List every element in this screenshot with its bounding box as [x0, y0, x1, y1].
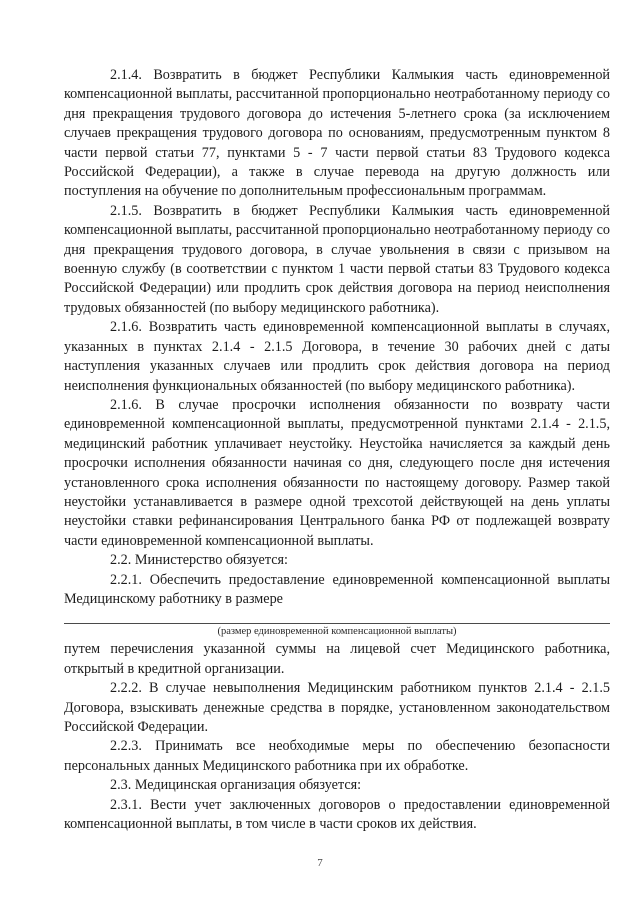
paragraph-2-1-6-penalty: 2.1.6. В случае просрочки исполнения обязанности по возврату части единовременной компенсационной выплаты, предусмотренной пунктами 2.1.4 - 2.1.5, медицинский работник уплачивает неустойку. Неустойка начисляется за каждый день просрочки исполнения обязанности начиная со дня, следующего после дня истечения установленного срока исполнения обязанности по настоящему договору. Размер такой неустойки устанавливается в размере одной трехсотой действующей на день уплаты неустойки ставки рефинансирования Центрального банка РФ от подлежащей возврату части единовременной компенсационной выплаты. — [64, 396, 610, 549]
page-number: 7 — [317, 857, 323, 869]
paragraph-2-1-6-return: 2.1.6. Возвратить часть единовременной компенсационной выплаты в случаях, указанных в пунктах 2.1.4 - 2.1.5 Договора, в течение 30 рабочих дней с даты наступления указанных случаев или продлить срок действия договора на период неисполнения функциональных обязанностей (по выбору медицинского работника). — [64, 319, 610, 394]
blank-line-caption: (размер единовременной компенсационной выплаты) — [217, 626, 457, 638]
paragraph-2-2-1: 2.2.1. Обеспечить предоставление единовременной компенсационной выплаты Медицинскому работнику в размере — [64, 571, 610, 607]
paragraph-2-1-5: 2.1.5. Возвратить в бюджет Республики Калмыкия часть единовременной компенсационной выплаты, рассчитанной пропорционально неотработанному периоду со дня прекращения трудового договора, в случае увольнения в связи с призывом на военную службу (в соответствии с пунктом 1 части первой статьи 83 Трудового кодекса Российской Федерации) или продлить срок действия договора на период неисполнения трудовых обязанностей (по выбору медицинского работника). — [64, 202, 610, 316]
paragraph-2-1-4: 2.1.4. Возвратить в бюджет Республики Калмыкия часть единовременной компенсационной выплаты, рассчитанной пропорционально неотработанному периоду со дня прекращения трудового договора до истечения 5-летнего срока (за исключением случаев прекращения трудового договора по основаниям, предусмотренным пунктом 8 части первой статьи 77, пунктами 5 - 7 части первой статьи 83 Трудового кодекса Российской Федерации), а также в случае перевода на другую должность или поступления на обучение по дополнительным профессиональным программам. — [64, 67, 610, 200]
document-body — [64, 66, 610, 834]
paragraph-2-3-1: 2.3.1. Вести учет заключенных договоров о предоставлении единовременной компенсационной выплаты, в том числе в части сроков их действия. — [64, 796, 610, 833]
paragraph-2-3-heading: 2.3. Медицинская организация обязуется: — [110, 777, 362, 794]
paragraph-2-2-1-continued: путем перечисления указанной суммы на лицевой счет Медицинского работника, открытый в кредитной организации. — [64, 641, 610, 677]
paragraph-2-2-heading: 2.2. Министерство обязуется: — [110, 552, 288, 569]
paragraph-2-2-3: 2.2.3. Принимать все необходимые меры по обеспечению безопасности персональных данных Медицинского работника при их обработке. — [64, 738, 610, 774]
paragraph-2-2-2: 2.2.2. В случае невыполнения Медицинским работником пунктов 2.1.4 - 2.1.5 Договора, взыскивать денежные средства в порядке, установленном законодательством Российской Федерации. — [64, 680, 610, 735]
payment-amount-blank-line — [64, 623, 610, 624]
